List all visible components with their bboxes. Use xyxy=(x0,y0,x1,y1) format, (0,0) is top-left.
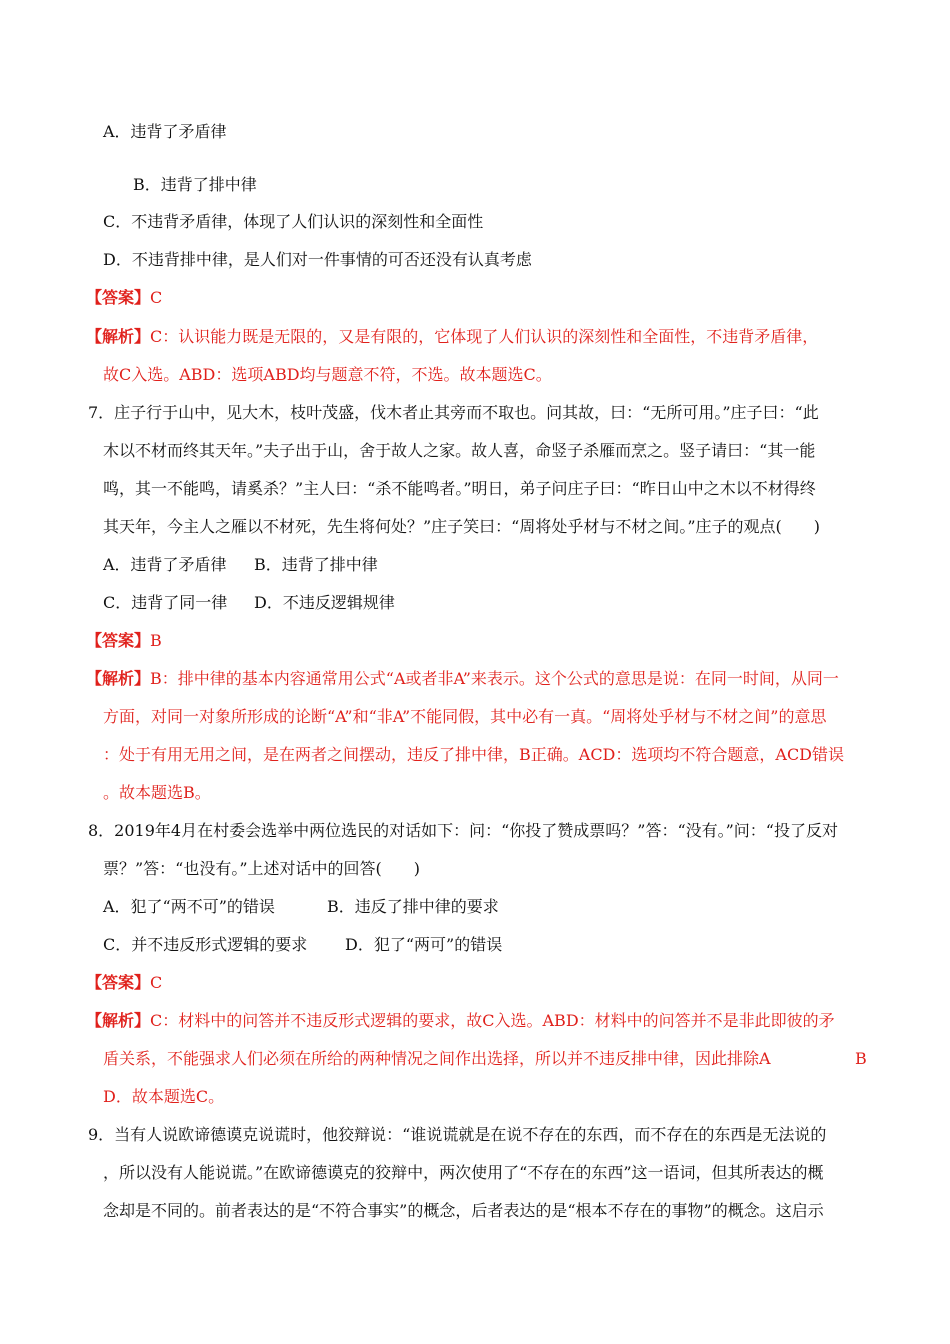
answer-tag: 【答案】 xyxy=(86,288,151,307)
answer-tag: 【答案】 xyxy=(86,973,151,992)
q7-analysis-line-2: 方面，对同一对象所形成的论断“A”和“非A”不能同假，其中必有一真。“周将处乎材与不材之间”的意思 xyxy=(103,707,827,726)
q7-stem-line-3: 鸣，其一不能鸣，请奚杀？”主人曰：“杀不能鸣者。”明日，弟子问庄子曰：“昨日山中之木以不材得终 xyxy=(103,479,816,498)
analysis-text: B：排中律的基本内容通常用公式“A或者非A”来表示。这个公式的意思是说：在同一时间，从同一 xyxy=(150,669,839,688)
q7-answer xyxy=(86,631,162,651)
analysis-text: C：认识能力既是无限的，又是有限的，它体现了人们认识的深刻性和全面性，不违背矛盾律， xyxy=(150,327,819,346)
q8-option-c: C．并不违反形式逻辑的要求 xyxy=(103,935,308,954)
q9-stem-line-2: ，所以没有人能说谎。”在欧谛德谟克的狡辩中，两次使用了“不存在的东西”这一语词，但其所表达的概 xyxy=(103,1163,824,1182)
analysis-tag: 【解析】 xyxy=(86,327,151,346)
q7-analysis-line-3: ：处于有用无用之间，是在两者之间摆动，违反了排中律，B正确。ACD：选项均不符合题意，ACD错误 xyxy=(103,745,845,764)
q8-option-a: A．犯了“两不可”的错误 xyxy=(103,897,275,916)
q8-answer xyxy=(86,973,162,993)
q6-analysis-line-1 xyxy=(86,327,818,347)
q7-stem-line-4: 其天年，今主人之雁以不材死，先生将何处？”庄子笑曰：“周将处乎材与不材之间。”庄子的观点( ) xyxy=(103,517,821,536)
q6-option-d: D．不违背排中律，是人们对一件事情的可否还没有认真考虑 xyxy=(103,250,532,269)
q7-analysis-line-1 xyxy=(86,669,839,689)
q8-option-d: D．犯了“两可”的错误 xyxy=(345,935,503,954)
q8-analysis-line-2: 盾关系，不能强求人们必须在所给的两种情况之间作出选择，所以并不违反排中律，因此排除A xyxy=(103,1049,771,1068)
q8-analysis-line-3: D．故本题选C。 xyxy=(103,1087,225,1106)
q8-option-b: B．违反了排中律的要求 xyxy=(327,897,499,916)
q9-stem-line-1: 9．当有人说欧谛德谟克说谎时，他狡辩说：“谁说谎就是在说不存在的东西，而不存在的东西是无法说的 xyxy=(88,1125,827,1144)
answer-value: C xyxy=(150,288,163,307)
analysis-tag: 【解析】 xyxy=(86,1011,151,1030)
q7-option-a: A．违背了矛盾律 xyxy=(103,555,227,574)
q6-option-a: A．违背了矛盾律 xyxy=(103,122,227,141)
analysis-text: C：材料中的问答并不违反形式逻辑的要求，故C入选。ABD：材料中的问答并不是非此即彼的矛 xyxy=(150,1011,835,1030)
q6-option-b: B．违背了排中律 xyxy=(133,175,257,194)
q7-option-b: B．违背了排中律 xyxy=(254,555,378,574)
answer-value: B xyxy=(150,631,162,650)
q6-answer xyxy=(86,288,162,308)
q7-stem-line-1: 7．庄子行于山中，见大木，枝叶茂盛，伐木者止其旁而不取也。问其故，曰：“无所可用。”庄子曰：“此 xyxy=(88,403,819,422)
q8-analysis-line-1 xyxy=(86,1011,835,1031)
q7-option-d: D．不违反逻辑规律 xyxy=(254,593,395,612)
q7-analysis-line-4: 。故本题选B。 xyxy=(103,783,211,802)
q8-stem-line-1: 8．2019年4月在村委会选举中两位选民的对话如下：问：“你投了赞成票吗？”答：“没有。”问：“投了反对 xyxy=(88,821,838,840)
q6-option-c: C．不违背矛盾律，体现了人们认识的深刻性和全面性 xyxy=(103,212,484,231)
q7-option-c: C．违背了同一律 xyxy=(103,593,228,612)
answer-tag: 【答案】 xyxy=(86,631,151,650)
q9-stem-line-3: 念却是不同的。前者表达的是“不符合事实”的概念，后者表达的是“根本不存在的事物”的概念。这启示 xyxy=(103,1201,824,1220)
analysis-tag: 【解析】 xyxy=(86,669,151,688)
answer-value: C xyxy=(150,973,163,992)
q8-analysis-line-2-tail: B xyxy=(855,1049,867,1068)
q6-analysis-line-2: 故C入选。ABD：选项ABD均与题意不符，不选。故本题选C。 xyxy=(103,365,552,384)
q8-stem-line-2: 票？”答：“也没有。”上述对话中的回答( ) xyxy=(103,859,421,878)
q7-stem-line-2: 木以不材而终其天年。”夫子出于山，舍于故人之家。故人喜，命竖子杀雁而烹之。竖子请曰：“其一能 xyxy=(103,441,816,460)
